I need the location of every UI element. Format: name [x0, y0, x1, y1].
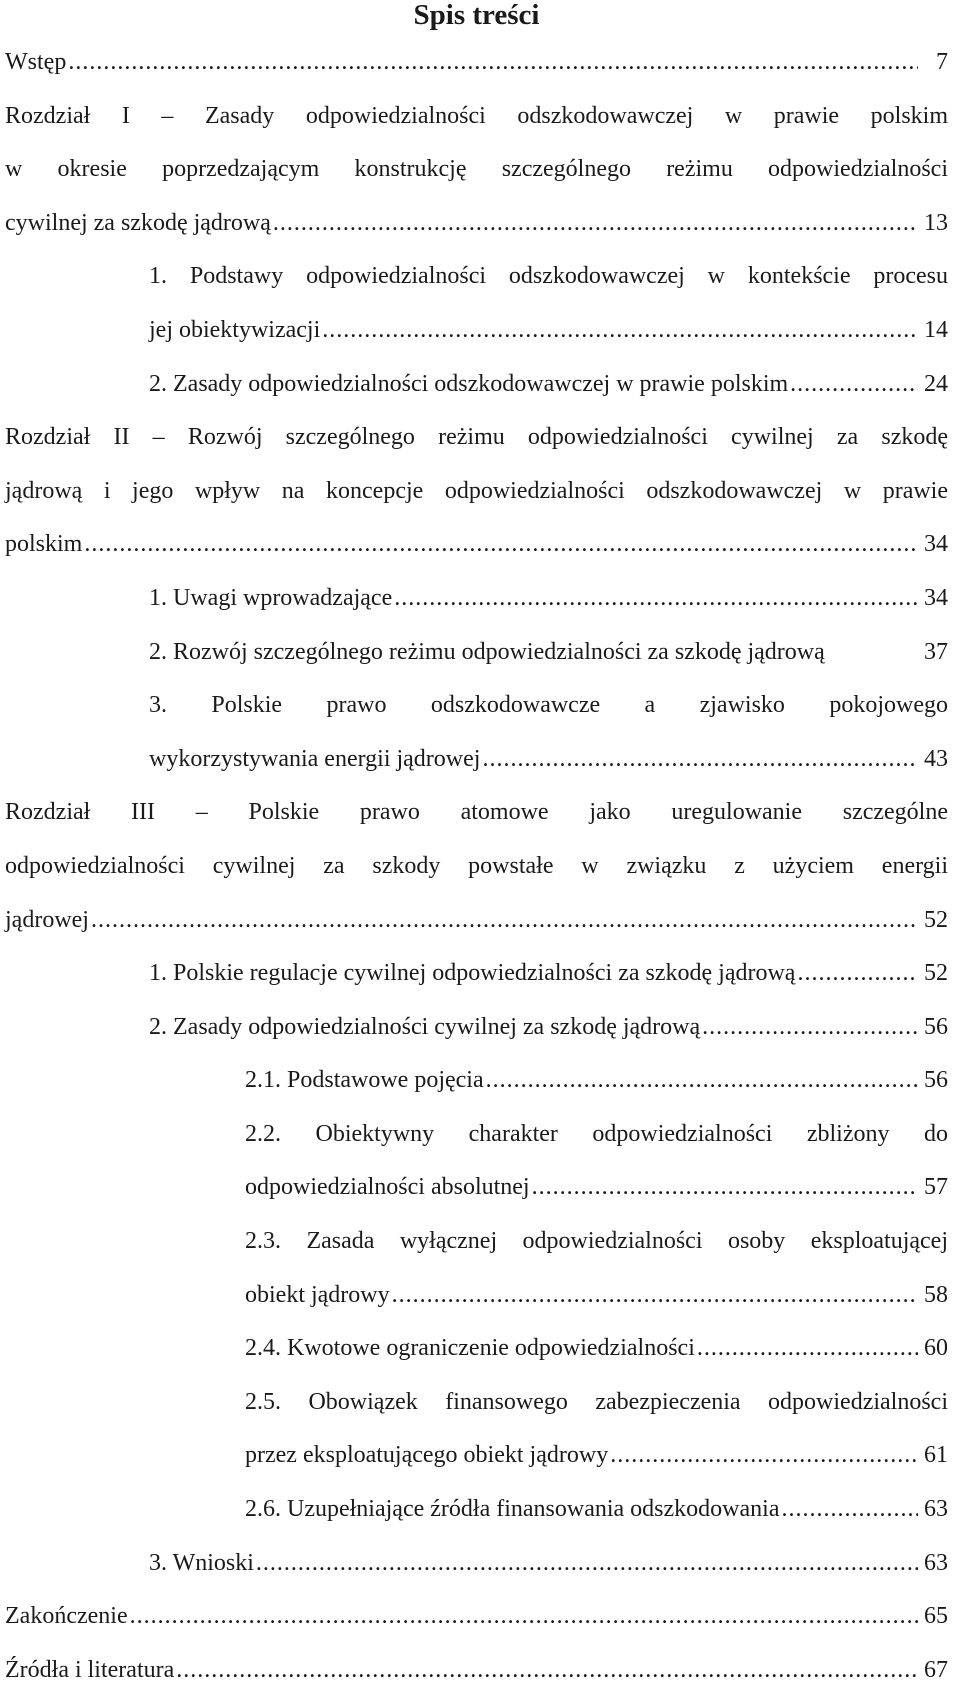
toc-entry-title: obiekt jądrowy [245, 1281, 390, 1308]
toc-entry-last-line [5, 894, 948, 948]
dot-leader [781, 1483, 918, 1537]
toc-entry-title: 2. Zasady odpowiedzialności cywilnej za szkodę jądrową [149, 1013, 701, 1040]
toc-entry-line: 2.2. Obiektywny charakter odpowiedzialności zbliżony do [245, 1120, 948, 1147]
toc-entry-last-line [149, 572, 948, 626]
toc-entry[interactable] [5, 1590, 948, 1644]
table-of-contents [5, 36, 948, 1697]
toc-entry-line: w okresie poprzedzającym konstrukcję szczególnego reżimu odpowiedzialności [5, 156, 948, 183]
toc-entry-line: Rozdział III – Polskie prawo atomowe jako uregulowanie szczególne [5, 799, 948, 826]
toc-entry-last-line [149, 1001, 948, 1055]
toc-entry-last-line [5, 518, 948, 572]
dot-leader [532, 1161, 918, 1215]
dot-leader [130, 1590, 918, 1644]
toc-entry-title: 3. Wnioski [149, 1549, 254, 1576]
toc-entry[interactable] [5, 1483, 948, 1537]
dot-leader [797, 947, 918, 1001]
toc-entry[interactable] [5, 1537, 948, 1591]
toc-entry-last-line [5, 197, 948, 251]
toc-entry[interactable] [5, 626, 948, 680]
toc-entry-last-line [5, 36, 948, 90]
toc-entry-last-line [149, 304, 948, 358]
toc-entry-line: 1. Podstawy odpowiedzialności odszkodowawczej w kontekście procesu [149, 263, 948, 290]
page-title: Spis treści [413, 0, 540, 31]
page-number: 34 [924, 531, 948, 558]
toc-entry-title: Źródła i literatura [5, 1656, 175, 1683]
dot-leader [176, 1644, 918, 1698]
dot-leader [392, 1269, 918, 1323]
page-number: 63 [924, 1496, 948, 1523]
toc-entry-last-line [149, 1537, 948, 1591]
toc-entry[interactable] [5, 786, 948, 947]
toc-entry-last-line [245, 1269, 948, 1323]
page-number: 52 [924, 960, 948, 987]
toc-entry-title: wykorzystywania energii jądrowej [149, 745, 481, 772]
dot-leader [84, 518, 918, 572]
toc-entry-title: odpowiedzialności absolutnej [245, 1174, 530, 1201]
page-number: 67 [924, 1656, 948, 1683]
dot-leader [790, 358, 918, 412]
toc-entry-line: 2.3. Zasada wyłącznej odpowiedzialności osoby eksploatującej [245, 1228, 948, 1255]
dot-leader [256, 1537, 918, 1591]
toc-entry[interactable] [5, 358, 948, 412]
toc-entry[interactable] [5, 1108, 948, 1215]
toc-entry[interactable] [5, 947, 948, 1001]
dot-leader [394, 572, 918, 626]
page-number: 60 [924, 1335, 948, 1362]
toc-entry[interactable] [5, 1001, 948, 1055]
toc-entry[interactable] [5, 679, 948, 786]
toc-entry-title: 2.4. Kwotowe ograniczenie odpowiedzialności [245, 1335, 695, 1362]
dot-leader [273, 197, 918, 251]
toc-entry-last-line [245, 1429, 948, 1483]
toc-entry[interactable] [5, 1376, 948, 1483]
toc-entry-last-line [149, 626, 948, 680]
toc-entry-last-line [5, 1644, 948, 1698]
toc-entry-line: odpowiedzialności cywilnej za szkody powstałe w związku z użyciem energii [5, 852, 948, 879]
page-number: 43 [924, 745, 948, 772]
toc-entry-title: 2.1. Podstawowe pojęcia [245, 1067, 484, 1094]
toc-entry-last-line [5, 1590, 948, 1644]
toc-entry-title: 1. Uwagi wprowadzające [149, 584, 393, 611]
page-number: 7 [936, 49, 948, 75]
page-number: 52 [924, 906, 948, 933]
dot-leader [702, 1001, 918, 1055]
toc-entry[interactable] [5, 411, 948, 572]
page-number: 57 [924, 1174, 948, 1201]
dot-leader [91, 894, 918, 948]
toc-entry[interactable] [5, 572, 948, 626]
page-number: 61 [924, 1442, 948, 1469]
toc-entry[interactable] [5, 1644, 948, 1698]
toc-entry[interactable] [5, 1215, 948, 1322]
toc-entry-title: polskim [5, 531, 83, 558]
toc-entry-line: Rozdział II – Rozwój szczególnego reżimu odpowiedzialności cywilnej za szkodę [5, 424, 948, 451]
page-number: 13 [924, 209, 948, 236]
toc-entry-last-line [149, 947, 948, 1001]
toc-entry-title: 2. Zasady odpowiedzialności odszkodowawczej w prawie polskim [149, 370, 789, 397]
dot-leader [482, 733, 918, 787]
toc-entry-last-line [245, 1322, 948, 1376]
toc-entry[interactable] [5, 90, 948, 251]
dot-leader [697, 1322, 918, 1376]
toc-entry-title: 1. Polskie regulacje cywilnej odpowiedzialności za szkodę jądrową [149, 960, 796, 987]
page-number: 56 [924, 1013, 948, 1040]
dot-leader [68, 36, 918, 90]
toc-entry-title: jej obiektywizacji [149, 316, 321, 343]
toc-entry-line: jądrową i jego wpływ na koncepcje odpowiedzialności odszkodowawczej w prawie [5, 477, 948, 504]
toc-entry-title: Wstęp [5, 49, 67, 75]
page-number: 34 [924, 584, 948, 611]
dot-leader [322, 304, 918, 358]
page-number: 37 [924, 638, 948, 665]
toc-entry-line: Rozdział I – Zasady odpowiedzialności odszkodowawczej w prawie polskim [5, 102, 948, 129]
toc-entry-title: Zakończenie [5, 1603, 128, 1630]
toc-entry-title: 2. Rozwój szczególnego reżimu odpowiedzialności za szkodę jądrową [149, 638, 825, 665]
toc-entry-title: jądrowej [5, 906, 89, 933]
page-number: 56 [924, 1067, 948, 1094]
toc-entry-last-line [245, 1054, 948, 1108]
toc-entry-line: 2.5. Obowiązek finansowego zabezpieczenia odpowiedzialności [245, 1388, 948, 1415]
toc-entry-last-line [245, 1161, 948, 1215]
page-number: 14 [924, 316, 948, 343]
page-number: 24 [924, 370, 948, 397]
toc-entry[interactable] [5, 1322, 948, 1376]
page-number: 65 [924, 1603, 948, 1630]
dot-leader [486, 1054, 918, 1108]
page-number: 58 [924, 1281, 948, 1308]
toc-entry[interactable] [5, 36, 948, 90]
page-number: 63 [924, 1549, 948, 1576]
toc-entry-line: 3. Polskie prawo odszkodowawcze a zjawisko pokojowego [149, 692, 948, 719]
toc-entry-title: cywilnej za szkodę jądrową [5, 209, 271, 236]
toc-entry-last-line [245, 1483, 948, 1537]
toc-entry-title: przez eksploatującego obiekt jądrowy [245, 1442, 609, 1469]
toc-entry-title: 2.6. Uzupełniające źródła finansowania odszkodowania [245, 1496, 780, 1523]
toc-entry[interactable] [5, 250, 948, 357]
dot-leader [610, 1429, 918, 1483]
toc-entry[interactable] [5, 1054, 948, 1108]
toc-entry-last-line [149, 358, 948, 412]
toc-entry-last-line [149, 733, 948, 787]
